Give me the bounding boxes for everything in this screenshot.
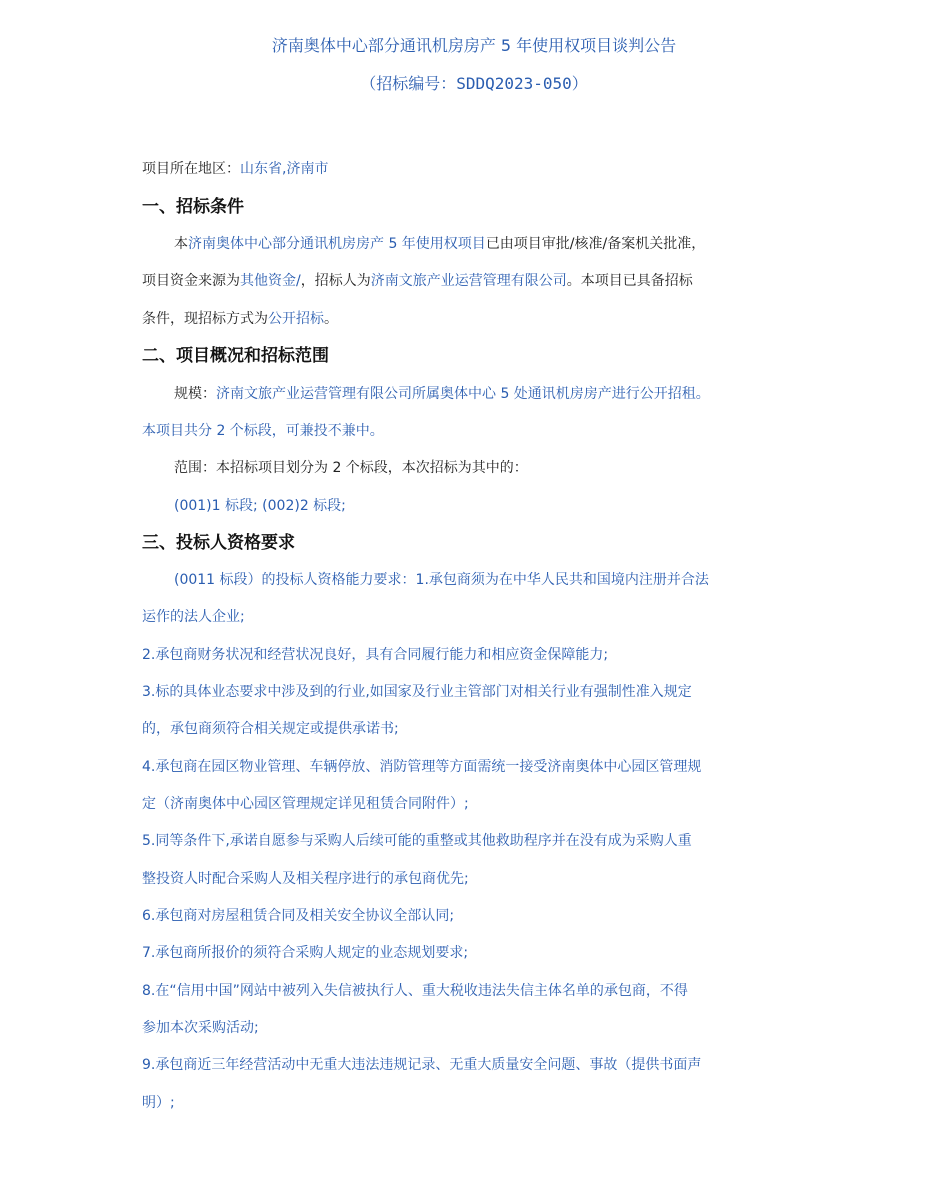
fund-source: 其他资金/ <box>240 273 301 289</box>
section1-paragraph-line1 <box>174 234 705 254</box>
requirement-line: 9.承包商近三年经营活动中无重大违法违规记录、无重大质量安全问题、事故（提供书面声 <box>142 1057 702 1073</box>
section2-heading: 二、项目概况和招标范围 <box>142 346 329 366</box>
bid-number: （招标编号：SDDQ2023-050） <box>360 74 588 93</box>
section3-heading: 三、投标人资格要求 <box>142 533 295 553</box>
region-label: 项目所在地区： <box>142 161 240 177</box>
requirement-line: 整投资人时配合采购人及相关程序进行的承包商优先; <box>142 871 469 887</box>
scale-line2: 本项目共分 2 个标段，可兼投不兼中。 <box>142 423 384 439</box>
requirement-line: 参加本次采购活动; <box>142 1020 259 1036</box>
requirement-line: 3.标的具体业态要求中涉及到的行业,如国家及行业主管部门对相关行业有强制性准入规定 <box>142 684 692 700</box>
text-segment: 。 <box>324 311 338 327</box>
scope-line: 范围：本招标项目划分为 2 个标段，本次招标为其中的： <box>174 460 528 476</box>
document-title: 济南奥体中心部分通讯机房房产 5 年使用权项目谈判公告 <box>271 36 677 55</box>
lots-line: (001)1 标段; (002)2 标段; <box>174 498 346 514</box>
text-segment: 项目资金来源为 <box>142 273 240 289</box>
section1-paragraph-line3 <box>142 309 338 329</box>
project-name: 济南奥体中心部分通讯机房房产 5 年使用权项目 <box>188 236 486 252</box>
text-segment: 已由项目审批/核准/备案机关批准， <box>485 236 706 252</box>
scale-label: 规模： <box>174 386 216 402</box>
region-line <box>142 159 328 179</box>
requirement-line: 运作的法人企业; <box>142 609 245 625</box>
requirement-line: 6.承包商对房屋租赁合同及相关安全协议全部认同; <box>142 908 455 924</box>
requirement-line: 8.在“信用中国”网站中被列入失信被执行人、重大税收违法失信主体名单的承包商，不得 <box>142 983 688 999</box>
requirement-line: 7.承包商所报价的须符合采购人规定的业态规划要求; <box>142 945 469 961</box>
requirement-line: 定（济南奥体中心园区管理规定详见租赁合同附件）; <box>142 796 469 812</box>
text-segment: 本 <box>174 236 188 252</box>
scale-line1 <box>174 384 710 404</box>
text-segment: ，招标人为 <box>300 273 371 289</box>
scale-text: 济南文旅产业运营管理有限公司所属奥体中心 5 处通讯机房房产进行公开招租。 <box>216 386 710 402</box>
requirement-line: (0011 标段）的投标人资格能力要求：1.承包商须为在中华人民共和国境内注册并合法 <box>174 572 709 588</box>
section1-heading: 一、招标条件 <box>142 197 244 217</box>
requirement-line: 5.同等条件下,承诺自愿参与采购人后续可能的重整或其他救助程序并在没有成为采购人重 <box>142 833 692 849</box>
requirement-line: 的，承包商须符合相关规定或提供承诺书; <box>142 721 399 737</box>
text-segment: 条件，现招标方式为 <box>142 311 268 327</box>
section1-paragraph-line2 <box>142 271 693 291</box>
requirement-line: 2.承包商财务状况和经营状况良好，具有合同履行能力和相应资金保障能力; <box>142 647 609 663</box>
tenderer-name: 济南文旅产业运营管理有限公司 <box>370 273 567 289</box>
region-value: 山东省,济南市 <box>240 161 329 177</box>
tender-method: 公开招标 <box>268 311 324 327</box>
requirement-line: 明）; <box>142 1095 175 1111</box>
text-segment: 。本项目已具备招标 <box>566 273 693 289</box>
requirement-line: 4.承包商在园区物业管理、车辆停放、消防管理等方面需统一接受济南奥体中心园区管理规 <box>142 759 702 775</box>
